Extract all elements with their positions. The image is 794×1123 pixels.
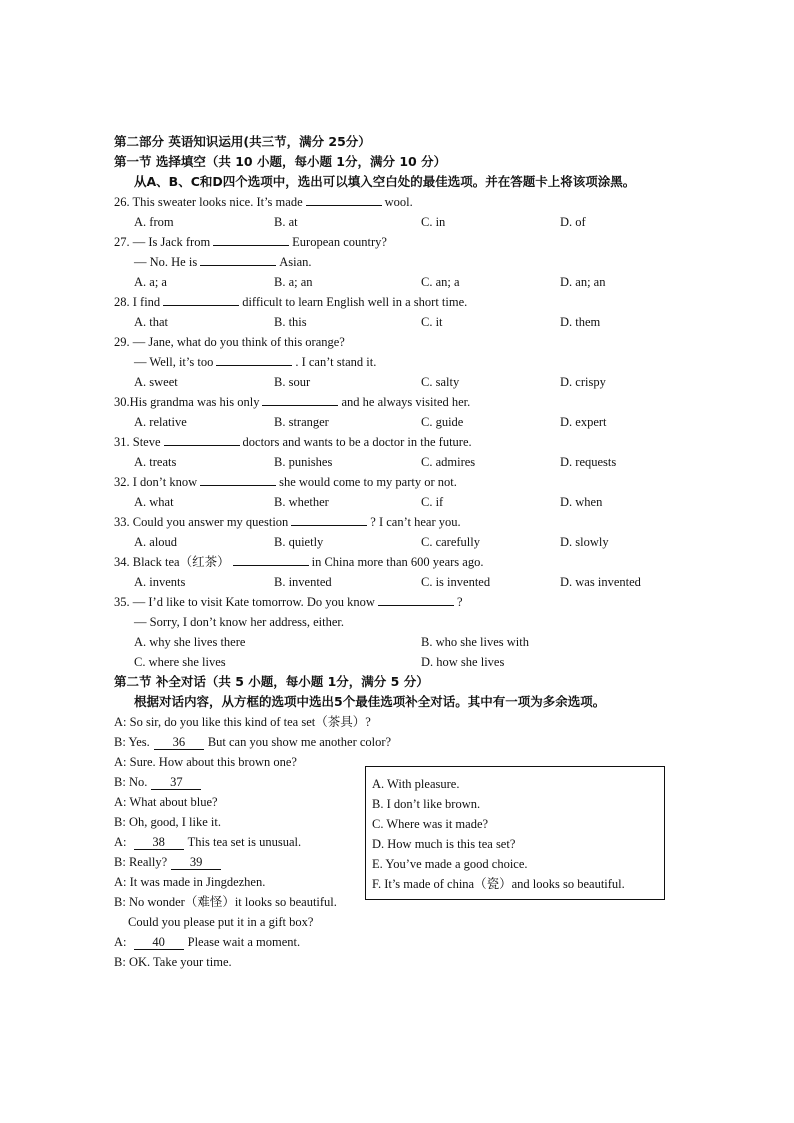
answer-blank: 40 <box>134 935 184 950</box>
question-options <box>114 412 684 432</box>
option-a: A. why she lives there <box>134 635 246 649</box>
question-options <box>114 632 684 652</box>
options-box <box>365 766 665 900</box>
question-stem: 33. Could you answer my question ? I can’t hear you. <box>114 512 684 532</box>
option-b: B. stranger <box>274 415 329 429</box>
question-line2: — Sorry, I don’t know her address, either. <box>134 615 345 629</box>
option-c: C. where she lives <box>134 655 226 669</box>
section2-instruction: 根据对话内容，从方框的选项中选出5个最佳选项补全对话。其中有一项为多余选项。 <box>134 694 606 709</box>
answer-blank: 38 <box>134 835 184 850</box>
option-d: D. was invented <box>560 575 641 589</box>
option-a: A. from <box>134 215 174 229</box>
option-b: B. quietly <box>274 535 324 549</box>
option-d: D. crispy <box>560 375 606 389</box>
dialogue-line: A: It was made in Jingdezhen. <box>114 875 266 889</box>
question-stem: 27. — Is Jack from European country? <box>114 232 684 252</box>
box-option: D. How much is this tea set? <box>372 837 516 851</box>
question-options <box>114 372 684 392</box>
question-stem: 35. — I’d like to visit Kate tomorrow. Do you know ? <box>114 592 684 612</box>
option-a: A. treats <box>134 455 177 469</box>
option-a: A. relative <box>134 415 187 429</box>
answer-blank: 39 <box>171 855 221 870</box>
option-a: A. a; a <box>134 275 167 289</box>
dialogue-line: A: What about blue? <box>114 795 218 809</box>
option-a: A. what <box>134 495 174 509</box>
option-d: D. slowly <box>560 535 609 549</box>
option-d: D. how she lives <box>421 655 505 669</box>
question-stem: 30.His grandma was his only and he always visited her. <box>114 392 684 412</box>
dialogue-line: B: OK. Take your time. <box>114 955 232 969</box>
question-options <box>114 572 684 592</box>
option-d: D. them <box>560 315 601 329</box>
question-options <box>114 272 684 292</box>
option-d: D. expert <box>560 415 607 429</box>
option-a: A. invents <box>134 575 186 589</box>
section2-title: 第二节 补全对话（共 5 小题，每小题 1分，满分 5 分） <box>114 674 429 689</box>
option-b: B. sour <box>274 375 311 389</box>
section1-title: 第一节 选择填空（共 10 小题，每小题 1分，满分 10 分） <box>114 154 447 169</box>
option-b: B. punishes <box>274 455 333 469</box>
question-stem: 28. I find difficult to learn English well in a short time. <box>114 292 684 312</box>
option-d: D. requests <box>560 455 617 469</box>
option-c: C. an; a <box>421 275 460 289</box>
option-c: C. is invented <box>421 575 491 589</box>
answer-blank: 37 <box>151 775 201 790</box>
option-d: D. when <box>560 495 603 509</box>
dialogue-line: B: No wonder（难怪）it looks so beautiful. <box>114 895 337 909</box>
option-c: C. carefully <box>421 535 481 549</box>
question-options <box>114 312 684 332</box>
option-c: C. in <box>421 215 446 229</box>
question-line2: — No. He is Asian. <box>114 252 684 272</box>
option-c: C. guide <box>421 415 464 429</box>
dialogue-line: B: Oh, good, I like it. <box>114 815 221 829</box>
option-b: B. whether <box>274 495 329 509</box>
box-option: B. I don’t like brown. <box>372 797 481 811</box>
part-title: 第二部分 英语知识运用(共三节，满分 25分） <box>114 134 371 149</box>
dialogue-line: A: 38 This tea set is unusual. <box>114 835 302 849</box>
dialogue-line: B: No. 37 <box>114 772 684 792</box>
option-c: C. salty <box>421 375 460 389</box>
question-options <box>114 492 684 512</box>
option-a: A. sweet <box>134 375 178 389</box>
dialogue-line: A: So sir, do you like this kind of tea set（茶具）? <box>114 715 371 729</box>
answer-blank: 36 <box>154 735 204 750</box>
dialogue-line: A: 40 Please wait a moment. <box>114 935 301 949</box>
option-a: A. aloud <box>134 535 178 549</box>
section1-instruction: 从A、B、C和D四个选项中，选出可以填入空白处的最佳选项。并在答题卡上将该项涂黑。 <box>134 174 636 189</box>
option-d: D. an; an <box>560 275 606 289</box>
option-b: B. who she lives with <box>421 635 529 649</box>
dialogue-line: A: Sure. How about this brown one? <box>114 755 297 769</box>
option-c: C. it <box>421 315 443 329</box>
option-b: B. this <box>274 315 307 329</box>
option-b: B. a; an <box>274 275 313 289</box>
box-option: F. It’s made of china（瓷）and looks so beautiful. <box>372 877 625 891</box>
question-options <box>114 212 684 232</box>
option-b: B. at <box>274 215 298 229</box>
dialogue-line: Could you please put it in a gift box? <box>128 915 314 929</box>
question-line2: — Well, it’s too . I can’t stand it. <box>114 352 684 372</box>
box-option: E. You’ve made a good choice. <box>372 857 528 871</box>
dialogue-line: B: Really? 39 <box>114 852 684 872</box>
box-option: C. Where was it made? <box>372 817 489 831</box>
dialogue-line: B: Yes. 36 But can you show me another color? <box>114 735 392 749</box>
option-c: C. admires <box>421 455 476 469</box>
option-c: C. if <box>421 495 444 509</box>
option-b: B. invented <box>274 575 332 589</box>
box-option: A. With pleasure. <box>372 777 460 791</box>
question-stem: 26. This sweater looks nice. It’s made wool. <box>114 192 684 212</box>
question-options <box>114 652 684 672</box>
question-stem: 29. — Jane, what do you think of this orange? <box>114 335 345 349</box>
option-d: D. of <box>560 215 586 229</box>
option-a: A. that <box>134 315 169 329</box>
question-stem: 34. Black tea（红茶） in China more than 600 years ago. <box>114 552 684 572</box>
question-options <box>114 532 684 552</box>
question-options <box>114 452 684 472</box>
question-stem: 32. I don’t know she would come to my party or not. <box>114 472 684 492</box>
question-stem: 31. Steve doctors and wants to be a doctor in the future. <box>114 432 684 452</box>
